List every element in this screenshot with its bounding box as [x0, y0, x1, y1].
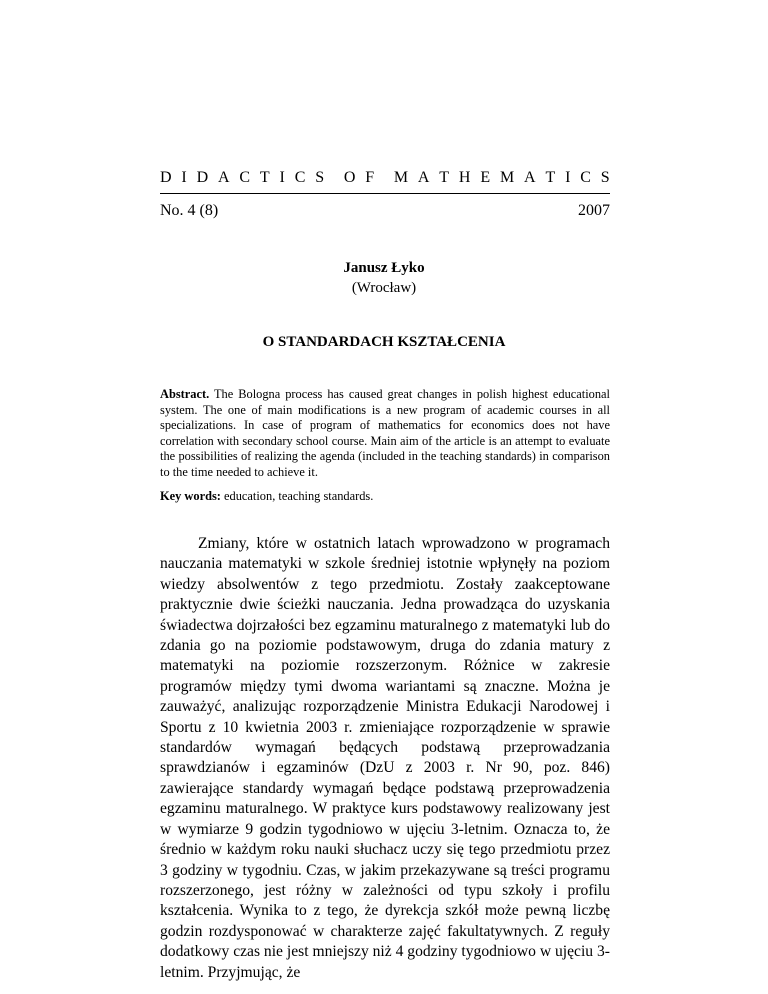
- journal-title-letter: A: [524, 169, 536, 186]
- journal-title-letter: C: [580, 169, 591, 186]
- body-paragraph: Zmiany, które w ostatnich latach wprowadzono w programach nauczania matematyki w szkole średniej istotnie wpłynęły na poziom wiedzy absolwentów z tego przedmiotu. Zostały zaakceptowane praktycznie dwie ścieżki nauczania. Jedna prowadząca do uzyskania świadectwa dojrzałości bez egzaminu maturalnego z matematyki lub do zdania go na poziomie podstawowym, druga do zdania matury z matematyki na poziomie rozszerzonym. Różnice w zakresie programów między tymi dwoma wariantami są znaczne. Można je zauważyć, analizując rozporządzenie Ministra Edukacji Narodowej i Sportu z 10 kwietnia 2003 r. zmieniające rozporządzenie w sprawie standardów wymagań będących podstawą przeprowadzania sprawdzianów i egzaminów (DzU z 2003 r. Nr 90, poz. 846) zawierające standardy wymagań będące podstawą przeprowadzenia egzaminu maturalnego. W praktyce kurs podstawowy realizowany jest w wymiarze 9 godzin tygodniowo w ujęciu 3-letnim. Oznacza to, że średnio w każdym roku nauki słuchacz uczy się tego przedmiotu przez 3 godziny w tygodniu. Czas, w jakim przekazywane są treści programu rozszerzonego, jest różny w zależności od typu szkoły i profilu kształcenia. Wynika to z tego, że dyrekcja szkół może pewną liczbę godzin rozdysponować w charakterze zajęć fakultatywnych. Z reguły dodatkowy czas nie jest mniejszy niż 4 godziny tygodniowo w ujęciu 3-letnim. Przyjmując, że: [160, 535, 610, 981]
- keywords-label: Key words:: [160, 489, 221, 503]
- author-name: Janusz Łyko: [343, 260, 425, 276]
- journal-title-letter: I: [181, 169, 187, 186]
- journal-title-letter: C: [239, 169, 251, 186]
- keywords-text: education, teaching standards.: [224, 489, 374, 503]
- journal-title-letter: D: [160, 169, 172, 186]
- journal-title-letter: T: [439, 169, 450, 186]
- journal-title-letter: A: [417, 169, 430, 186]
- journal-title-letter: A: [217, 169, 230, 186]
- journal-title-letter: M: [499, 169, 515, 186]
- header-rule: [160, 193, 610, 194]
- journal-title-letter: E: [480, 169, 491, 186]
- issue-line: [160, 201, 610, 221]
- journal-title-letter: D: [196, 169, 209, 186]
- journal-title-letter: T: [259, 169, 270, 186]
- journal-title-letter: H: [458, 169, 471, 186]
- abstract-text: The Bologna process has caused great changes in polish highest educational system. The one of main modifications is a new program of academic courses in all specializations. In case of program of mathematics for economics does not have correlation with secondary school course. Main aim of the article is an attempt to evaluate the possibilities of realizing the agenda (included in the teaching standards) in comparison to the time needed to achieve it.: [160, 387, 610, 479]
- journal-title: [160, 168, 610, 188]
- keywords: [160, 489, 610, 505]
- journal-title-letter: S: [600, 169, 610, 186]
- issue-year: 2007: [578, 202, 610, 219]
- abstract-label: Abstract.: [160, 387, 210, 401]
- journal-title-letter: C: [294, 169, 306, 186]
- journal-title-letter: T: [545, 169, 556, 186]
- journal-title-letter: M: [393, 169, 409, 186]
- journal-title-letter: S: [315, 169, 325, 186]
- journal-title-letter: I: [279, 169, 285, 186]
- abstract: [160, 387, 610, 480]
- journal-title-letter: O: [343, 169, 356, 186]
- article-title: O STANDARDACH KSZTAŁCENIA: [262, 334, 506, 350]
- journal-title-letter: F: [365, 169, 375, 186]
- author-affiliation: (Wrocław): [351, 280, 417, 296]
- issue-number: No. 4 (8): [160, 202, 219, 219]
- journal-title-letter: I: [565, 169, 571, 186]
